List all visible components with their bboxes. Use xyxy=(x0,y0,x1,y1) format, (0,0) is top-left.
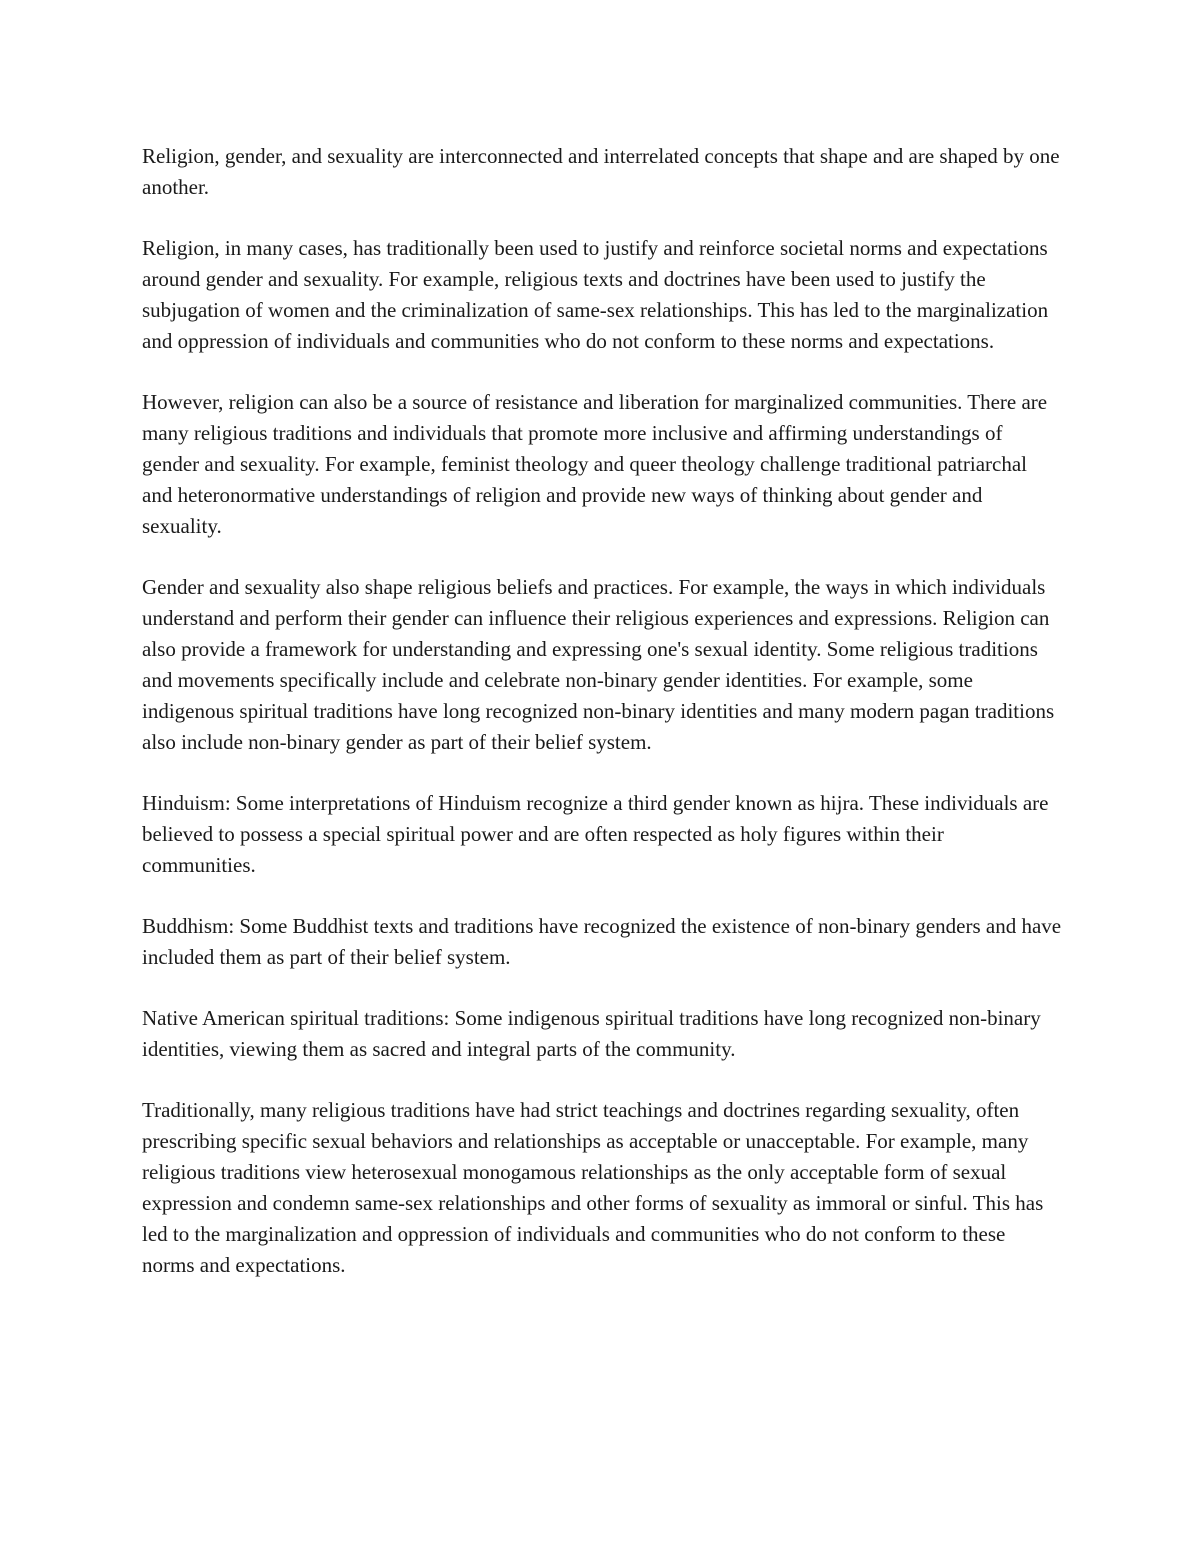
paragraph-traditional-teachings: Traditionally, many religious traditions have had strict teachings and doctrines regarding sexuality, often prescribing specific sexual behaviors and relationships as acceptable or unacceptable. For example, many religious traditions view heterosexual monogamous relationships as the only acceptable form of sexual expression and condemn same-sex relationships and other forms of sexuality as immoral or sinful. This has led to the marginalization and oppression of individuals and communities who do not conform to these norms and expectations. xyxy=(142,1098,1044,1277)
paragraph-hinduism: Hinduism: Some interpretations of Hinduism recognize a third gender known as hijra. These individuals are believed to possess a special spiritual power and are often respected as holy figures within their communities. xyxy=(142,791,1049,877)
paragraph-gender-shapes-religion: Gender and sexuality also shape religious beliefs and practices. For example, the ways in which individuals understand and perform their gender can influence their religious experiences and expressions. Religion can also provide a framework for understanding and expressing one's sexual identity. Some religious traditions and movements specifically include and celebrate non-binary gender identities. For example, some indigenous spiritual traditions have long recognized non-binary identities and many modern pagan traditions also include non-binary gender as part of their belief system. xyxy=(142,575,1055,754)
paragraph-native-american: Native American spiritual traditions: Some indigenous spiritual traditions have long recognized non-binary identities, viewing them as sacred and integral parts of the community. xyxy=(142,1006,1041,1061)
paragraph-resistance-liberation: However, religion can also be a source of resistance and liberation for marginalized communities. There are many religious traditions and individuals that promote more inclusive and affirming understandings of gender and sexuality. For example, feminist theology and queer theology challenge traditional patriarchal and heteronormative understandings of religion and provide new ways of thinking about gender and sexuality. xyxy=(142,390,1048,538)
paragraph-religion-norms: Religion, in many cases, has traditionally been used to justify and reinforce societal norms and expectations around gender and sexuality. For example, religious texts and doctrines have been used to justify the subjugation of women and the criminalization of same-sex relationships. This has led to the marginalization and oppression of individuals and communities who do not conform to these norms and expectations. xyxy=(142,236,1049,353)
paragraph-intro: Religion, gender, and sexuality are interconnected and interrelated concepts that shape and are shaped by one another. xyxy=(142,144,1060,199)
document-body xyxy=(142,141,1062,1311)
paragraph-buddhism: Buddhism: Some Buddhist texts and traditions have recognized the existence of non-binary genders and have included them as part of their belief system. xyxy=(142,914,1062,969)
